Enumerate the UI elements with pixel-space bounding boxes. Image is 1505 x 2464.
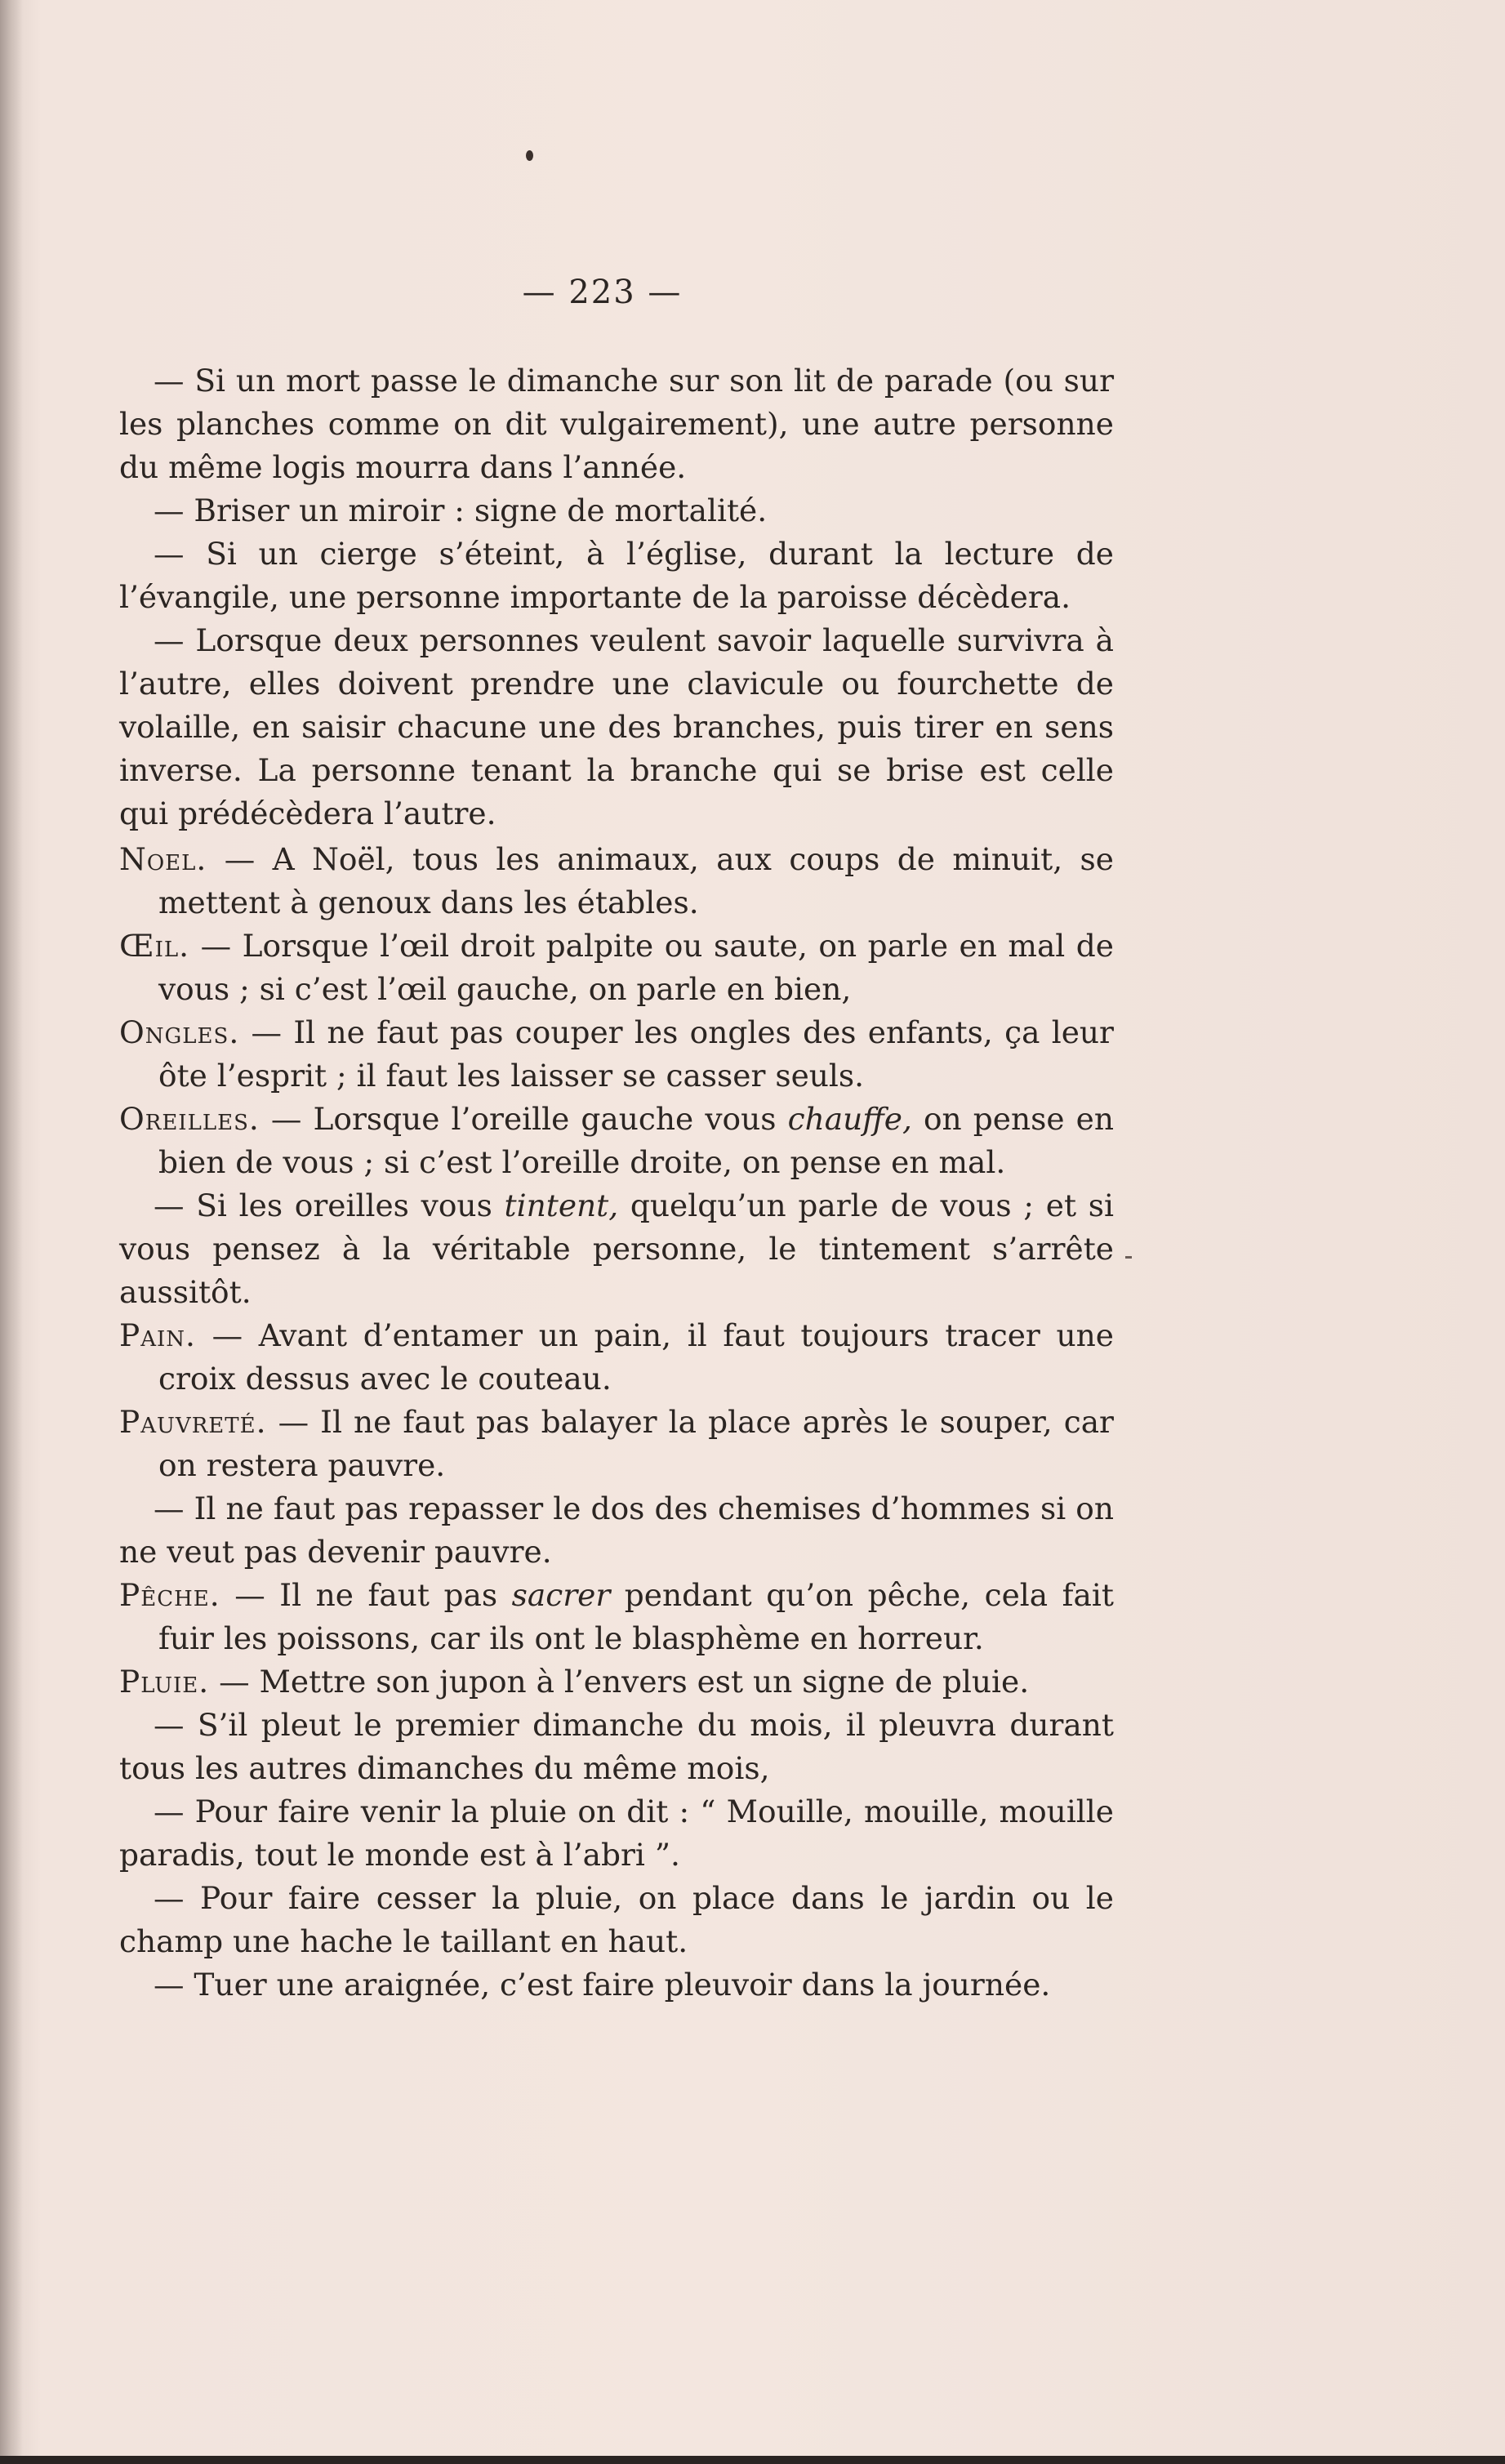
- body-text: [119, 359, 1114, 2007]
- entry-text: pendant qu’on pêche, cela fait fuir les poissons, car ils ont le blasphème en horreur.: [158, 1577, 1114, 1656]
- entry-italic-word: sacrer: [511, 1577, 611, 1613]
- entry-oreilles: [119, 1098, 1114, 1184]
- entry-text: — Il ne faut pas: [220, 1577, 512, 1613]
- entry-text: on pense en bien de vous ; si c’est l’oreille droite, on pense en mal.: [158, 1101, 1114, 1180]
- paragraph: — Tuer une araignée, c’est faire pleuvoir dans la journée.: [154, 1967, 1051, 2003]
- entry-heading: Ongles.: [119, 1014, 240, 1050]
- entry-heading: Pauvreté.: [119, 1404, 267, 1440]
- entry-heading: Pain.: [119, 1317, 196, 1353]
- paragraph: [119, 1184, 1114, 1314]
- page-number: — 223 —: [522, 274, 683, 311]
- entry-text: — Il ne faut pas couper les ongles des enfants, ça leur ôte l’esprit ; il faut les laisser se casser seuls.: [158, 1014, 1114, 1094]
- scan-bottom-edge: [0, 2456, 1505, 2464]
- entry-heading: Oreilles.: [119, 1101, 260, 1137]
- paragraph: — Pour faire cesser la pluie, on place dans le jardin ou le champ une hache le taillant en haut.: [119, 1880, 1114, 1959]
- entry-text: — Il ne faut pas balayer la place après le souper, car on restera pauvre.: [158, 1404, 1114, 1483]
- entry-italic-word: chauffe,: [787, 1101, 912, 1137]
- entry-heading: Œil.: [119, 928, 190, 964]
- paragraph: — Il ne faut pas repasser le dos des chemises d’hommes si on ne veut pas devenir pauvre.: [119, 1490, 1114, 1570]
- entry-pauvrete: [119, 1401, 1114, 1487]
- paragraph: — Briser un miroir : signe de mortalité.: [154, 492, 768, 528]
- entry-heading: Pluie.: [119, 1664, 210, 1700]
- entry-text: — A Noël, tous les animaux, aux coups de minuit, se mettent à genoux dans les étables.: [158, 841, 1114, 920]
- entry-oeil: [119, 925, 1114, 1011]
- entry-pluie: [119, 1660, 1114, 1704]
- margin-mark: [1125, 1256, 1132, 1259]
- paragraph: — Pour faire venir la pluie on dit : “ Mouille, mouille, mouille paradis, tout le monde est à l’abri ”.: [119, 1793, 1114, 1873]
- entry-text: — Lorsque l’oreille gauche vous: [259, 1101, 788, 1137]
- paragraph: — Lorsque deux personnes veulent savoir laquelle survivra à l’autre, elles doivent prendre une clavicule ou fourchette de volaille, en saisir chacune une des branches, puis tirer en sens inverse. La personne tenant la branche qui se brise est celle qui prédécèdera l’autre.: [119, 622, 1114, 831]
- entry-text: — Avant d’entamer un pain, il faut toujours tracer une croix dessus avec le couteau.: [158, 1317, 1114, 1397]
- paragraph: — S’il pleut le premier dimanche du mois, il pleuvra durant tous les autres dimanches du même mois,: [119, 1707, 1114, 1786]
- binding-gutter-shadow: [0, 0, 23, 2464]
- paragraph-text: quelqu’un parle de vous ; et si vous pensez à la véritable personne, le tintement s’arrête aussitôt.: [119, 1187, 1114, 1310]
- entry-text: — Mettre son jupon à l’envers est un signe de pluie.: [209, 1664, 1030, 1700]
- entry-heading: Pêche.: [119, 1577, 220, 1613]
- paragraph-italic-word: tintent,: [504, 1187, 619, 1223]
- entry-ongles: [119, 1011, 1114, 1098]
- paragraph: — Si un cierge s’éteint, à l’église, durant la lecture de l’évangile, une personne importante de la paroisse décèdera.: [119, 536, 1114, 615]
- entry-text: — Lorsque l’œil droit palpite ou saute, on parle en mal de vous ; si c’est l’œil gauche, on parle en bien,: [158, 928, 1114, 1007]
- entry-pain: [119, 1314, 1114, 1401]
- paragraph-text: — Si les oreilles vous: [154, 1187, 505, 1223]
- entry-heading: Noel.: [119, 841, 207, 877]
- paragraph: — Si un mort passe le dimanche sur son lit de parade (ou sur les planches comme on dit vulgairement), une autre personne du même logis mourra dans l’année.: [119, 363, 1114, 485]
- ink-speck: [526, 150, 533, 161]
- entry-peche: [119, 1574, 1114, 1660]
- entry-noel: [119, 838, 1114, 925]
